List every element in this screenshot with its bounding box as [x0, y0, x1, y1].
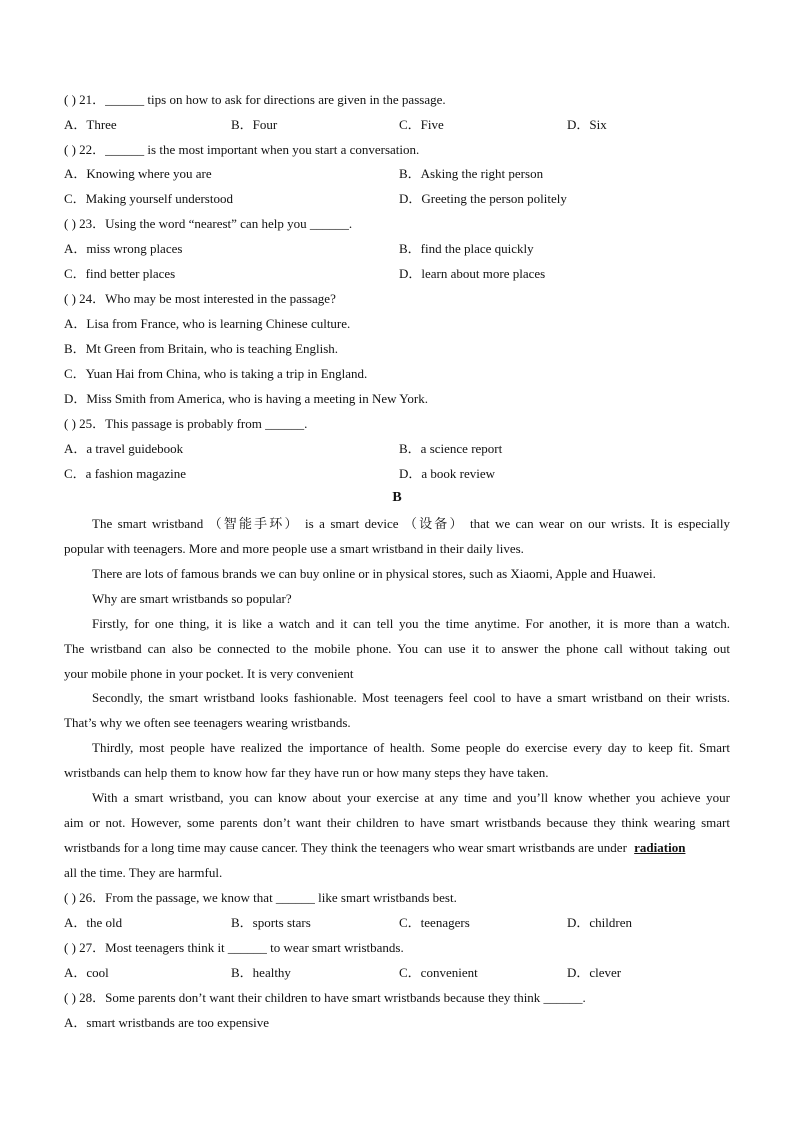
q26-option-b: B．sports stars: [231, 915, 311, 930]
q23-option-a: A．miss wrong places: [64, 241, 183, 256]
q24-option-b: B．Mt Green from Britain, who is teaching English.: [64, 341, 339, 356]
q22-option-d: D．Greeting the person politely: [399, 191, 567, 206]
q28-option-a: A．smart wristbands are too expensive: [64, 1015, 270, 1030]
passage-p5-line1: Secondly, the smart wristband looks fashionable. Most teenagers feel cool to have a smart wristband on their wrists.: [92, 690, 730, 705]
passage-p4-line1: Firstly, for one thing, it is like a watch and it can tell you the time anytime. For another, it is more than a watch.: [92, 616, 730, 631]
q21-option-c: C．Five: [399, 117, 444, 132]
passage-p7-line1: With a smart wristband, you can know about your exercise at any time and you’ll know whether you achieve your: [92, 790, 730, 805]
passage-p7-line2: aim or not. However, some parents don’t want their children to have smart wristbands because they think wearing smart: [64, 815, 730, 830]
passage-p4-line2: The wristband can also be connected to the mobile phone. You can use it to answer the phone call without taking out: [64, 641, 730, 656]
passage-p7-line3-text: wristbands for a long time may cause cancer. They think the teenagers who wear smart wristbands are under: [64, 840, 627, 855]
q22-option-c: C．Making yourself understood: [64, 191, 233, 206]
passage-p4-line3: your mobile phone in your pocket. It is very convenient: [64, 666, 354, 681]
q27-option-a: A．cool: [64, 965, 109, 980]
q21-option-a: A．Three: [64, 117, 117, 132]
q25-option-d: D．a book review: [399, 466, 496, 481]
q23-option-d: D．learn about more places: [399, 266, 546, 281]
q22-option-a: A．Knowing where you are: [64, 166, 212, 181]
q21-option-d: D．Six: [567, 117, 607, 132]
question-21-stem: ( ) 21．______ tips on how to ask for directions are given in the passage.: [64, 92, 446, 107]
question-24-stem: ( ) 24．Who may be most interested in the passage?: [64, 291, 336, 306]
passage-p1-line2: popular with teenagers. More and more people use a smart wristband in their daily lives.: [64, 541, 524, 556]
section-heading-b: B: [392, 490, 402, 505]
q26-option-d: D．children: [567, 915, 632, 930]
passage-p7-line4: all the time. They are harmful.: [64, 865, 223, 880]
q25-option-c: C．a fashion magazine: [64, 466, 187, 481]
q26-option-a: A．the old: [64, 915, 123, 930]
passage-p5-line2: That’s why we often see teenagers wearing wristbands.: [64, 715, 351, 730]
underlined-word-radiation: radiation: [634, 840, 686, 855]
q23-option-b: B．find the place quickly: [399, 241, 534, 256]
q21-option-b: B．Four: [231, 117, 278, 132]
q25-option-a: A．a travel guidebook: [64, 441, 184, 456]
question-25-stem: ( ) 25．This passage is probably from ______.: [64, 416, 308, 431]
q23-option-c: C．find better places: [64, 266, 176, 281]
question-22-stem: ( ) 22．______ is the most important when you start a conversation.: [64, 142, 420, 157]
q27-option-c: C．convenient: [399, 965, 478, 980]
passage-p6-line2: wristbands can help them to know how far they have run or how many steps they have taken.: [64, 765, 549, 780]
q24-option-a: A．Lisa from France, who is learning Chinese culture.: [64, 316, 351, 331]
question-28-stem: ( ) 28．Some parents don’t want their children to have smart wristbands because they think ______.: [64, 990, 586, 1005]
passage-p7-line3: [64, 840, 685, 856]
question-26-stem: ( ) 26．From the passage, we know that ______ like smart wristbands best.: [64, 890, 457, 905]
q22-option-b: B．Asking the right person: [399, 166, 544, 181]
passage-p1-line1: The smart wristband （智能手环） is a smart device （设备） that we can wear on our wrists. It is especially: [92, 516, 730, 531]
q24-option-d: D．Miss Smith from America, who is having a meeting in New York.: [64, 391, 428, 406]
passage-p6-line1: Thirdly, most people have realized the importance of health. Some people do exercise every day to keep fit. Smart: [92, 740, 730, 755]
question-23-stem: ( ) 23．Using the word “nearest” can help you ______.: [64, 216, 353, 231]
q24-option-c: C．Yuan Hai from China, who is taking a trip in England.: [64, 366, 368, 381]
q27-option-d: D．clever: [567, 965, 622, 980]
question-27-stem: ( ) 27．Most teenagers think it ______ to wear smart wristbands.: [64, 940, 404, 955]
passage-p3: Why are smart wristbands so popular?: [92, 591, 292, 606]
q27-option-b: B．healthy: [231, 965, 291, 980]
q25-option-b: B．a science report: [399, 441, 503, 456]
passage-p2: There are lots of famous brands we can buy online or in physical stores, such as Xiaomi, Apple and Huawei.: [92, 566, 656, 581]
q26-option-c: C．teenagers: [399, 915, 470, 930]
